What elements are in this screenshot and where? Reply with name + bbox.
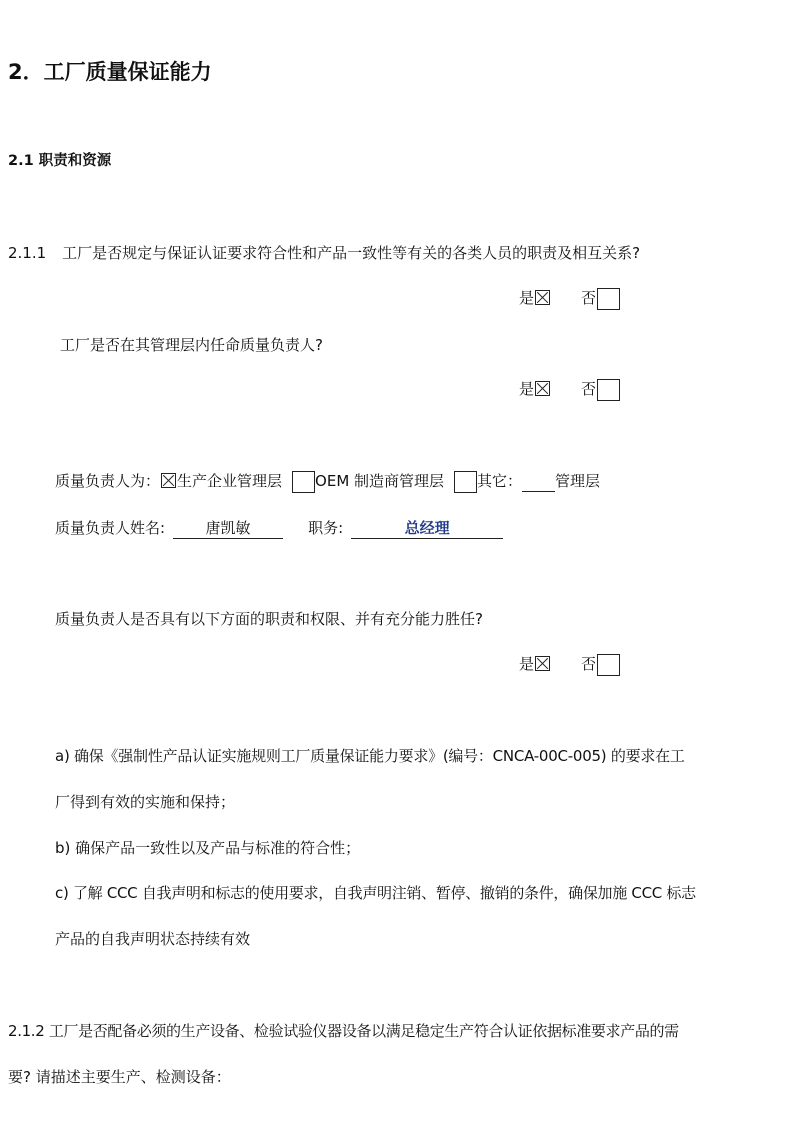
answer-row-duty: [519, 653, 620, 676]
question-text: 工厂是否规定与保证认证要求符合性和产品一致性等有关的各类人员的职责及相互关系?: [62, 244, 641, 262]
item-a-line-2: 厂得到有效的实施和保持；: [55, 793, 236, 811]
item-a-line-1: a) 确保《强制性产品认证实施规则工厂质量保证能力要求》(编号：CNCA-00C-005) 的要求在工: [55, 747, 685, 765]
option-label: OEM 制造商管理层: [315, 472, 445, 490]
yes-label: 是: [519, 289, 535, 307]
option-suffix: 管理层: [555, 472, 601, 490]
question-2-1-1: [8, 242, 640, 264]
answer-row-management: [519, 378, 620, 401]
yes-label: 是: [519, 655, 535, 673]
yes-checkbox-checked[interactable]: [535, 656, 550, 671]
option-checkbox-checked[interactable]: [161, 473, 176, 488]
no-label: 否: [581, 289, 597, 307]
option-checkbox[interactable]: [454, 471, 477, 493]
answer-row-2-1-1: [519, 287, 620, 310]
subsection-title: 2.1 职责和资源: [8, 153, 112, 169]
option-label: 生产企业管理层: [177, 472, 283, 490]
qm-name-label: 质量负责人姓名:: [55, 519, 166, 537]
item-b: b) 确保产品一致性以及产品与标准的符合性；: [55, 839, 361, 857]
qm-title-field[interactable]: 总经理: [351, 519, 503, 539]
no-checkbox[interactable]: [597, 379, 620, 401]
no-label: 否: [581, 655, 597, 673]
item-c-line-2: 产品的自我声明状态持续有效: [55, 930, 251, 948]
section-title: 2．工厂质量保证能力: [8, 60, 212, 84]
item-c-line-1: c) 了解 CCC 自我声明和标志的使用要求，自我声明注销、暂停、撤销的条件，确保加施 CCC 标志: [55, 884, 696, 902]
question-management: 工厂是否在其管理层内任命质量负责人?: [60, 336, 323, 354]
question-duty: 质量负责人是否具有以下方面的职责和权限、并有充分能力胜任?: [55, 610, 483, 628]
qm-title-label: 职务:: [308, 519, 344, 537]
yes-label: 是: [519, 380, 535, 398]
qm-name-field[interactable]: 唐凯敏: [173, 519, 283, 539]
question-2-1-2-line-1: 2.1.2 工厂是否配备必须的生产设备、检验试验仪器设备以满足稳定生产符合认证依据标准要求产品的需: [8, 1022, 679, 1040]
qm-type-label: 质量负责人为：: [55, 472, 161, 490]
question-number: 2.1.1: [8, 244, 47, 262]
question-2-1-2-line-2: 要? 请描述主要生产、检测设备：: [8, 1068, 231, 1086]
other-blank-field[interactable]: [522, 472, 555, 492]
no-checkbox[interactable]: [597, 288, 620, 310]
quality-manager-type-row: [55, 470, 600, 493]
no-checkbox[interactable]: [597, 654, 620, 676]
quality-manager-name-row: [55, 517, 503, 539]
no-label: 否: [581, 380, 597, 398]
option-checkbox[interactable]: [292, 471, 315, 493]
yes-checkbox-checked[interactable]: [535, 381, 550, 396]
yes-checkbox-checked[interactable]: [535, 290, 550, 305]
option-label: 其它：: [477, 472, 523, 490]
